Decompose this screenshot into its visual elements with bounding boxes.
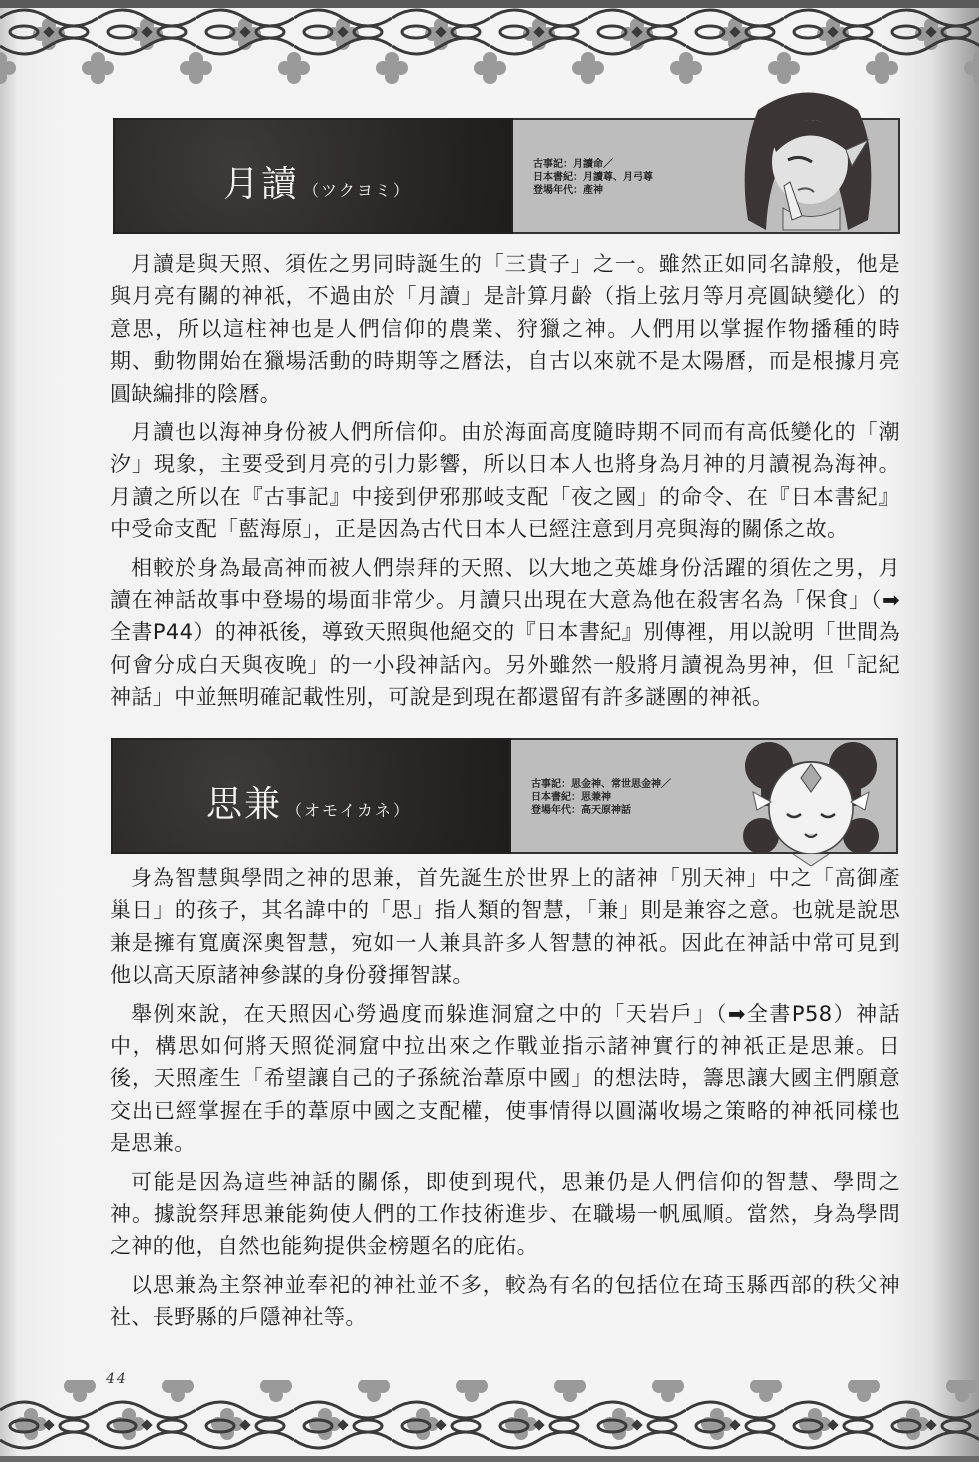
scan-bottom-edge [0,1456,979,1462]
deity-reading: （ツクヨミ） [303,181,411,200]
meta-kojiki: 古事記：思金神、常世思金神／ [531,779,671,790]
deity-title [223,156,411,207]
paragraph: 可能是因為這些神話的關係，即使到現代，思兼仍是人們信仰的智慧、學問之神。據說祭拜思兼能夠使人們的工作技術進步、在職場一帆風順。當然，身為學問之神的他，自然也能夠提供金榜題名的庇佑。 [110,1169,900,1259]
meta-kojiki: 古事記：月讀命／ [533,159,613,170]
deity-title [206,776,411,827]
meta-nihonshoki: 日本書紀：月讀尊、月弓尊 [533,172,653,183]
entry-body-tsukuyomi [110,248,900,720]
page-number: 44 [106,1371,128,1387]
bottom-ornamental-border [0,1370,979,1456]
paragraph: 月讀也以海神身份被人們所信仰。由於海面高度隨時期不同而有高低變化的「潮汐」現象，主要受到月亮的引力影響，所以日本人也將身為月神的月讀視為海神。月讀之所以在『古事記』中接到伊邪那岐支配「夜之國」的命令、在『日本書紀』中受命支配「藍海原」，正是因為古代日本人已經注意到月亮與海的關係之故。 [110,420,900,542]
floral-lattice-pattern-icon [0,6,979,86]
tsukuyomi-portrait-icon [728,90,888,240]
deity-name: 月讀 [223,164,300,205]
meta-nihonshoki: 日本書紀：思兼神 [531,792,611,803]
entry-header-omoikane [111,738,900,854]
deity-meta [533,158,653,197]
entry-body-omoikane [110,862,900,1340]
meta-era: 登場年代：產神 [533,185,603,196]
paragraph: 月讀是與天照、須佐之男同時誕生的「三貴子」之一。雖然正如同名諱般，他是與月亮有關的神祇，不過由於「月讀」是計算月齡（指上弦月等月亮圓缺變化）的意思，所以這柱神也是人們信仰的農業、狩獵之神。人們用以掌握作物播種的時期、動物開始在獵場活動的時期等之曆法，自古以來就不是太陽曆，而是根據月亮圓缺編排的陰曆。 [110,252,900,406]
deity-name: 思兼 [206,784,283,825]
paragraph: 身為智慧與學問之神的思兼，首先誕生於世界上的諸神「別天神」中之「高御產巢日」的孩子，其名諱中的「思」指人類的智慧，「兼」則是兼容之意。也就是說思兼是擁有寬廣深奧智慧，宛如一人兼具許多人智慧的神祇。因此在神話中常可見到他以高天原諸神參謀的身份發揮智謀。 [110,866,900,988]
deity-reading: （オモイカネ） [286,801,412,820]
top-ornamental-border [0,6,979,86]
paragraph: 相較於身為最高神而被人們崇拜的天照、以大地之英雄身份活躍的須佐之男，月讀在神話故事中登場的場面非常少。月讀只出現在大意為他在殺害名為「保食」（➡全書P44）的神祇後，導致天照與他絕交的『日本書紀』別傳裡，用以說明「世間為何會分成白天與夜晚」的一小段神話內。另外雖然一般將月讀視為男神，但「記紀神話」中並無明確記載性別，可說是到現在都還留有許多謎團的神祇。 [110,555,900,710]
deity-meta [531,778,671,817]
omoikane-portrait-icon [731,726,891,876]
paragraph: 以思兼為主祭神並奉祀的神社並不多，較為有名的包括位在琦玉縣西部的秩父神社、長野縣的戶隱神社等。 [110,1272,900,1330]
entry-header-tsukuyomi [113,118,900,234]
floral-lattice-pattern-icon [0,1370,979,1456]
paragraph: 舉例來說，在天照因心勞過度而躲進洞窟之中的「天岩戶」（➡全書P58）神話中，構思如何將天照從洞窟中拉出來之作戰並指示諸神實行的神祇正是思兼。日後，天照產生「希望讓自己的子孫統治葦原中國」的想法時，籌思讓大國主們願意交出已經掌握在手的葦原中國之支配權，使事情得以圓滿收場之策略的神祇同樣也是思兼。 [110,1001,900,1156]
meta-era: 登場年代：高天原神話 [531,805,631,816]
